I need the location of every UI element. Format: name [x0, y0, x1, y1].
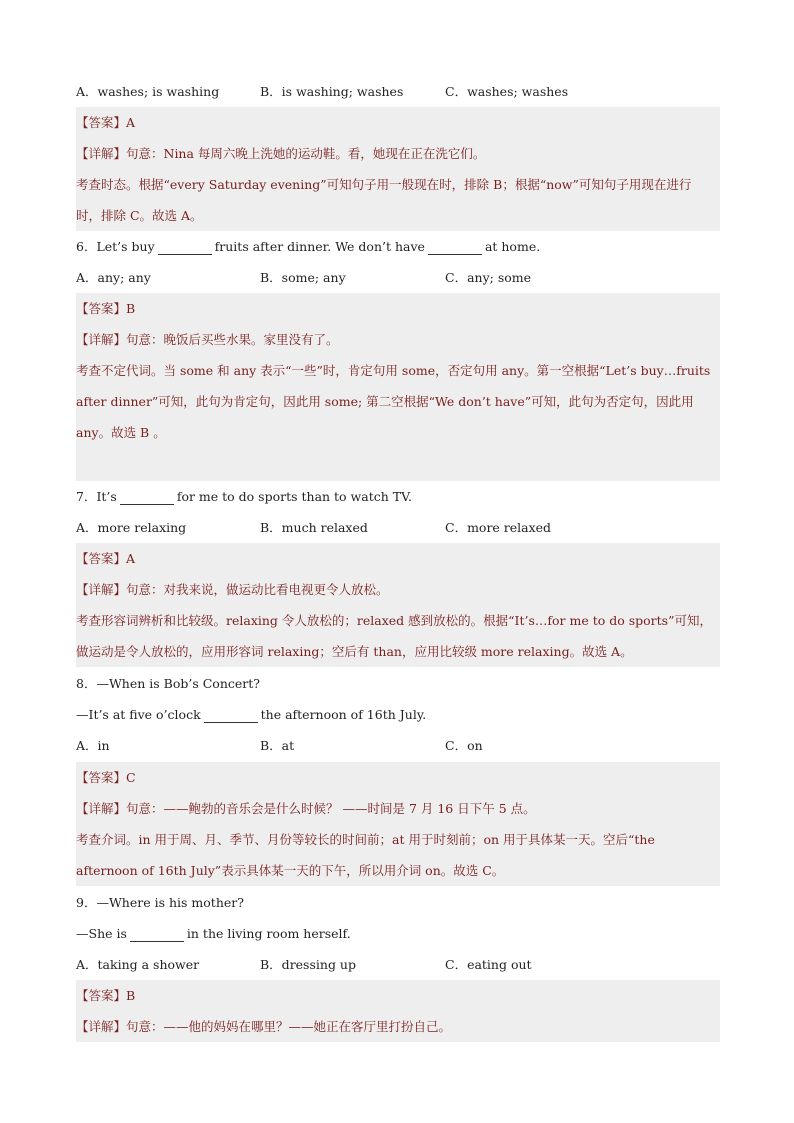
q7-option-c: C．more relaxed: [445, 520, 552, 535]
q9-stem: 9．—Where is his mother?: [76, 895, 244, 910]
q7-detail: 【详解】句意：对我来说，做运动比看电视更令人放松。: [76, 574, 720, 605]
q6-explanation-end: any。故选 B 。: [76, 417, 720, 448]
answer-blank: [120, 488, 174, 505]
q8-option-a: A．in: [76, 738, 110, 753]
q5-explanation-cont: 时，排除 C。故选 A。: [76, 200, 720, 231]
q9-stem-part-b: in the living room herself.: [186, 926, 351, 941]
q8-explanation-cont: afternoon of 16th July”表示具体某一天的下午，所以用介词 on。故选 C。: [76, 855, 720, 886]
q5-options: [76, 76, 720, 107]
q8-explanation: 考查介词。in 用于周、月、季节、月份等较长的时间前；at 用于时刻前；on 用于具体某一天。空后“the: [76, 824, 720, 855]
q8-stem-part-b: the afternoon of 16th July.: [260, 707, 427, 722]
q7-answer: 【答案】A: [76, 543, 720, 574]
q7-stem: [76, 481, 720, 512]
q6-option-a: A．any; any: [76, 270, 151, 285]
q8-option-b: B．at: [260, 738, 295, 753]
q9-option-c: C．eating out: [445, 957, 532, 972]
q6-option-b: B．some; any: [260, 270, 346, 285]
answer-blank: [204, 706, 258, 723]
q8-stem-part-a: —It’s at five o’clock: [76, 707, 201, 722]
q8-options: [76, 730, 720, 761]
q9-stem-part-a: —She is: [76, 926, 127, 941]
answer-spacer: [76, 448, 720, 481]
q7-stem-part-b: for me to do sports than to watch TV.: [176, 489, 412, 504]
q5-option-a: A．washes; is washing: [76, 84, 220, 99]
answer-blank: [158, 238, 212, 255]
q6-stem: [76, 231, 720, 262]
answer-blank: [428, 238, 482, 255]
q7-options: [76, 512, 720, 543]
q6-answer: 【答案】B: [76, 293, 720, 324]
q8-option-c: C．on: [445, 738, 483, 753]
q6-options: [76, 262, 720, 293]
q5-option-b: B．is washing; washes: [260, 84, 404, 99]
q9-answer: 【答案】B: [76, 980, 720, 1011]
q5-detail: 【详解】句意：Nina 每周六晚上洗她的运动鞋。看，她现在正在洗它们。: [76, 138, 720, 169]
q7-stem-part-a: 7．It’s: [76, 489, 117, 504]
q6-stem-part-c: at home.: [484, 239, 541, 254]
q9-option-b: B．dressing up: [260, 957, 356, 972]
q6-detail: 【详解】句意：晚饭后买些水果。家里没有了。: [76, 324, 720, 355]
q6-explanation: 考查不定代词。当 some 和 any 表示“一些”时，肯定句用 some，否定句用 any。第一空根据“Let’s buy…fruits: [76, 355, 720, 386]
q9-detail: 【详解】句意：——他的妈妈在哪里？——她正在客厅里打扮自己。: [76, 1011, 720, 1042]
q7-explanation: 考查形容词辨析和比较级。relaxing 令人放松的；relaxed 感到放松的。根据“It’s…for me to do sports”可知，: [76, 605, 720, 636]
q7-explanation-cont: 做运动是令人放松的，应用形容词 relaxing；空后有 than，应用比较级 more relaxing。故选 A。: [76, 636, 720, 667]
q8-stem: 8．—When is Bob’s Concert?: [76, 676, 260, 691]
q9-options: [76, 949, 720, 980]
q6-stem-part-a: 6．Let’s buy: [76, 239, 155, 254]
answer-blank: [130, 925, 184, 942]
q9-option-a: A．taking a shower: [76, 957, 200, 972]
q6-option-c: C．any; some: [445, 270, 532, 285]
q8-stem-reply: [76, 699, 720, 730]
q6-explanation-cont: after dinner”可知，此句为肯定句，因此用 some; 第二空根据“We don’t have”可知，此句为否定句，因此用: [76, 386, 720, 417]
q9-stem-reply: [76, 918, 720, 949]
q5-option-c: C．washes; washes: [445, 84, 569, 99]
q5-explanation: 考查时态。根据“every Saturday evening”可知句子用一般现在时，排除 B；根据“now”可知句子用现在进行: [76, 169, 720, 200]
q7-option-a: A．more relaxing: [76, 520, 187, 535]
q8-answer: 【答案】C: [76, 762, 720, 793]
q6-stem-part-b: fruits after dinner. We don’t have: [214, 239, 425, 254]
q8-detail: 【详解】句意：——鲍勃的音乐会是什么时候？ ——时间是 7 月 16 日下午 5 点。: [76, 793, 720, 824]
q7-option-b: B．much relaxed: [260, 520, 368, 535]
q5-answer: 【答案】A: [76, 107, 720, 138]
